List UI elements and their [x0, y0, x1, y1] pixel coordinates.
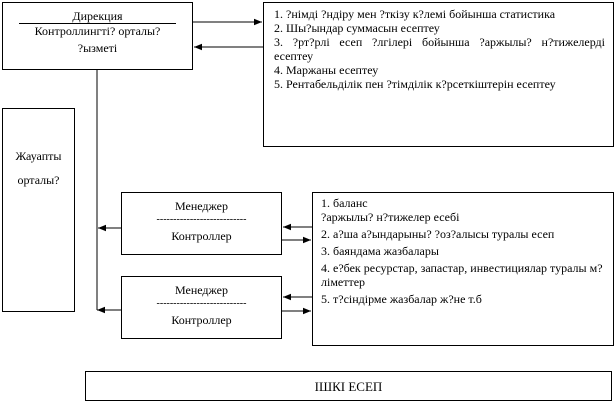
manager-box-1: [121, 192, 282, 255]
internal-report-box: [85, 371, 612, 401]
top-task-list: [263, 2, 614, 147]
manager-title: Менеджер: [175, 283, 228, 297]
list-item: 5. т?сіндірме жазбалар ж?не т.б: [321, 292, 482, 306]
list-item: 4. е?бек ресурстар, запастар, инвестициялар туралы м?ліметтер: [321, 261, 603, 289]
internal-report-label: ІШКІ ЕСЕП: [314, 379, 383, 394]
direction-box: [2, 2, 193, 70]
manager-role: Контроллер: [171, 229, 232, 243]
manager-title: Менеджер: [175, 199, 228, 213]
list-item: 3. баяндама жазбалары: [321, 244, 439, 258]
list-item: 5. Рентабельділік пен ?тімділік к?рсеткіштерін есептеу: [274, 77, 556, 91]
list-item: 3. ?рт?рлі есеп ?лгілері бойынша ?аржылы? н?тижелерді есептеу: [274, 35, 605, 63]
list-item: 1. баланс ?аржылы? н?тижелер есебі: [321, 196, 460, 224]
manager-box-2: [121, 276, 282, 339]
list-item: 1. ?німді ?ндіру мен ?ткізу к?лемі бойынша статистика: [274, 7, 556, 21]
list-item: 4. Маржаны есептеу: [274, 63, 379, 77]
manager-separator: ---------------------------: [156, 214, 247, 225]
responsibility-line2: орталы?: [17, 173, 60, 187]
responsibility-line1: Жауапты: [15, 149, 62, 163]
report-list: [312, 192, 614, 346]
direction-title: Дирекция: [72, 9, 123, 23]
list-item: 2. Шы?ындар суммасын есептеу: [274, 21, 440, 35]
direction-subtitle-line1: Контроллингті? орталы?: [34, 24, 161, 38]
list-item: 2. а?ша а?ындарыны? ?оз?алысы туралы есеп: [321, 227, 555, 241]
direction-subtitle-line2: ?ызметі: [77, 41, 118, 55]
manager-separator: ---------------------------: [156, 298, 247, 309]
manager-role: Контроллер: [171, 313, 232, 327]
responsibility-center-box: [2, 108, 75, 312]
